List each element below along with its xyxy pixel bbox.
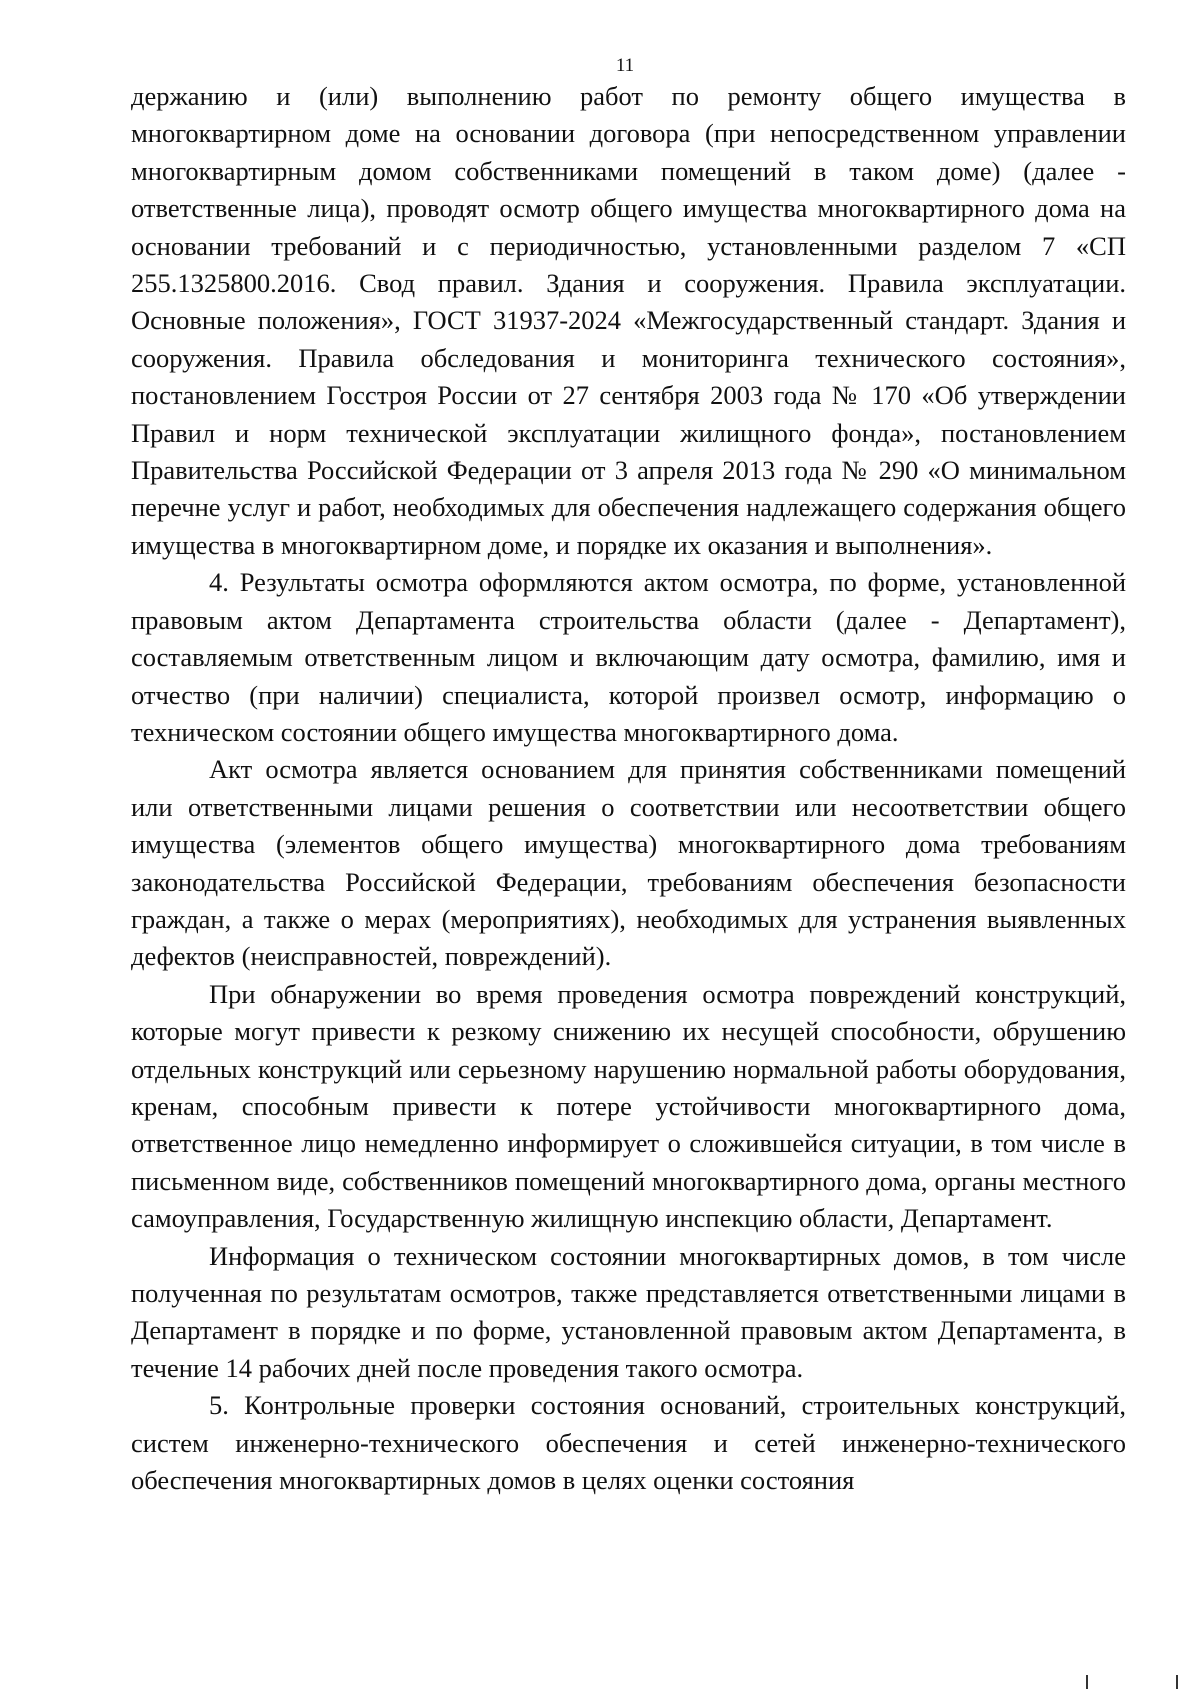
paragraph-item-4: 4. Результаты осмотра оформляются актом осмотра, по форме, установленной правовым актом Департамента строительства области (далее - Департамент), составляемым ответственным лицом и включающим дату осмотра, фамилию, имя и отчество (при наличии) специалиста, которой произвел осмотр, информацию о техническом состоянии общего имущества многоквартирного дома. xyxy=(131,567,1126,747)
paragraph-damage-detection: При обнаружении во время проведения осмотра повреждений конструкций, которые могут привести к резкому снижению их несущей способности, обрушению отдельных конструкций или серьезному нарушению нормальной работы оборудования, кренам, способным привести к потере устойчивости многоквартирного дома, ответственное лицо немедленно информирует о сложившейся ситуации, в том числе в письменном виде, собственников помещений многоквартирного дома, органы местного самоуправления, Государственную жилищную инспекцию области, Департамент. xyxy=(131,978,1126,1234)
scan-edge-mark xyxy=(1086,1675,1088,1689)
page-number: 11 xyxy=(615,55,635,76)
document-body xyxy=(131,78,1126,1499)
paragraph-technical-info: Информация о техническом состоянии многоквартирных домов, в том числе полученная по результатам осмотров, также представляется ответственными лицами в Департамент в порядке и по форме, установленной правовым актом Департамента, в течение 14 рабочих дней после проведения такого осмотра. xyxy=(131,1240,1126,1383)
paragraph-inspection-act: Акт осмотра является основанием для принятия собственниками помещений или ответственными лицами решения о соответствии или несоответствии общего имущества (элементов общего имущества) многоквартирного дома требованиям законодательства Российской Федерации, требованиям обеспечения безопасности граждан, а также о мерах (мероприятиях), необходимых для устранения выявленных дефектов (неисправностей, повреждений). xyxy=(131,754,1126,972)
paragraph-item-5: 5. Контрольные проверки состояния оснований, строительных конструкций, систем инженерно-технического обеспечения и сетей инженерно-технического обеспечения многоквартирных домов в целях оценки состояния xyxy=(131,1390,1126,1496)
paragraph-continuation: держанию и (или) выполнению работ по ремонту общего имущества в многоквартирном доме на основании договора (при непосредственном управлении многоквартирным домом собственниками помещений в таком доме) (далее - ответственные лица), проводят осмотр общего имущества многоквартирного дома на основании требований и с периодичностью, установленными разделом 7 «СП 255.1325800.2016. Свод правил. Здания и сооружения. Правила эксплуатации. Основные положения», ГОСТ 31937-2024 «Межгосударственный стандарт. Здания и сооружения. Правила обследования и мониторинга технического состояния», постановлением Госстроя России от 27 сентября 2003 года № 170 «Об утверждении Правил и норм технической эксплуатации жилищного фонда», постановлением Правительства Российской Федерации от 3 апреля 2013 года № 290 «О минимальном перечне услуг и работ, необходимых для обеспечения надлежащего содержания общего имущества в многоквартирном доме, и порядке их оказания и выполнения». xyxy=(131,81,1126,560)
scan-edge-mark xyxy=(1176,1675,1178,1689)
